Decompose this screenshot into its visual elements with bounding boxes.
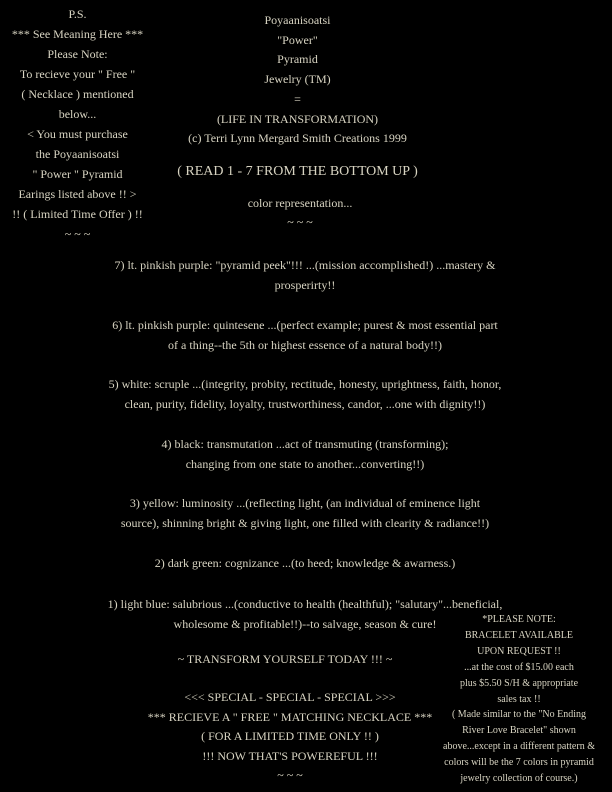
bracelet-note-line: UPON REQUEST !! [477,645,561,657]
special-banner: <<< SPECIAL - SPECIAL - SPECIAL >>> [184,690,396,704]
bracelet-note-line: sales tax !! [497,693,541,705]
list-item-line: clean, purity, fidelity, loyalty, trustworthiness, candor, ...one with dignity!!) [124,397,486,411]
list-item-line: changing from one state to another...converting!!) [185,457,425,471]
ps-line: below... [58,107,97,121]
list-item-line: 5) white: scruple ...(integrity, probity, rectitude, honesty, uprightness, faith, honor, [108,377,502,391]
bracelet-note-line: ( Made similar to the "No Ending [451,709,587,721]
list-item-line: 4) black: transmutation ...act of transmuting (transforming); [161,437,449,451]
list-item-line: 6) lt. pinkish purple: quintesene ...(perfect example; purest & most essential part [112,318,498,332]
special-offer-block [120,688,460,786]
bracelet-note-line: plus $5.50 S/H & appropriate [459,677,579,689]
list-item-line: 1) light blue: salubrious ...(conductive to health (healthful); "salutary"...beneficial, [107,597,503,611]
list-item-line: wholesome & profitable!!)--to salvage, season & cure! [173,617,437,631]
ps-line: Earings listed above !! > [18,187,137,201]
bracelet-note-line: ...at the cost of $15.00 each [464,661,574,673]
color-representation-heading [200,194,400,232]
ps-note-block [0,4,155,244]
special-line: *** RECIEVE A " FREE " MATCHING NECKLACE *** [147,709,433,724]
brand-name: Poyaanisoatsi [264,13,331,27]
color-representation-text: color representation... [247,196,353,210]
ps-line: " Power " Pyramid [32,167,123,181]
list-item-line: of a thing--the 5th or highest essence of a natural body!!) [168,338,442,352]
title-subtitle: (LIFE IN TRANSFORMATION) [216,111,379,126]
bracelet-note-line: above...except in a different pattern & [443,741,595,753]
list-item [60,315,550,355]
bracelet-note-line: BRACELET AVAILABLE [464,629,574,641]
list-item [60,374,550,414]
read-instruction [130,163,465,181]
ps-line: !! ( Limited Time Offer ) !! [12,207,143,221]
list-item [60,553,550,573]
list-item [60,493,550,533]
special-divider: ~ ~ ~ [277,768,303,782]
list-item [60,255,550,295]
list-item-line: 7) lt. pinkish purple: "pyramid peek"!!! ...(mission accomplished!) ...mastery & [114,258,496,272]
special-line: !!! NOW THAT'S POWEREFUL !!! [202,748,378,763]
color-representation-divider: ~ ~ ~ [287,215,313,229]
ps-line: To recieve your " Free " [19,67,136,81]
title-line: Pyramid [277,52,318,67]
bracelet-note-line: River Love Bracelet" shown [462,725,576,737]
ps-divider: ~ ~ ~ [64,227,91,241]
ps-line: < You must purchase [27,127,128,141]
see-meaning-link[interactable]: *** See Meaning Here *** [11,27,144,41]
ps-line: the Poyaanisoatsi [35,147,120,161]
page-title-block [160,11,435,149]
list-item-line: prosperirty!! [274,278,336,292]
read-instruction-text: ( READ 1 - 7 FROM THE BOTTOM UP ) [177,164,418,179]
title-line: Jewelry (TM) [264,72,331,87]
list-item-line: 3) yellow: luminosity ...(reflecting light, (an individual of eminence light [129,496,481,510]
copyright-line: (c) Terri Lynn Mergard Smith Creations 1999 [188,131,407,146]
ps-heading: P.S. [68,7,87,21]
bracelet-note-heading: *PLEASE NOTE: [482,614,556,625]
list-item-line: 2) dark green: cognizance ...(to heed; knowledge & awarness.) [154,556,456,570]
transform-slogan [130,650,440,668]
list-item [60,434,550,474]
special-line: ( FOR A LIMITED TIME ONLY !! ) [201,729,379,743]
bracelet-note-line: colors will be the 7 colors in pyramid [444,757,594,769]
ps-line: Please Note: [47,47,108,61]
ps-line: ( Necklace ) mentioned [21,87,134,101]
title-equals: = [294,91,301,106]
title-line: "Power" [277,32,318,47]
bracelet-note-line: jewelry collection of course.) [460,773,578,785]
bracelet-note [426,612,612,787]
list-item-line: source), shinning bright & giving light, one filled with clearity & radiance!!) [120,516,490,530]
transform-slogan-text: ~ TRANSFORM YOURSELF TODAY !!! ~ [177,652,393,666]
